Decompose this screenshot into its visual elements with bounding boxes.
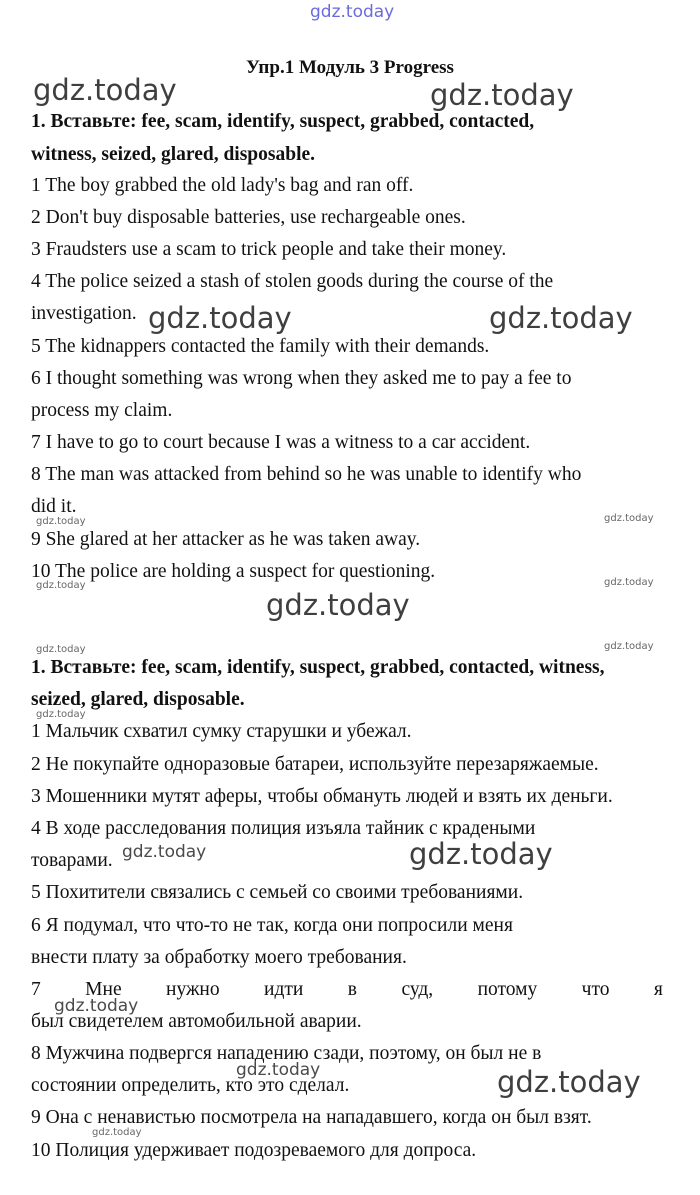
russian-line-10: 10 Полиция удерживает подозреваемого для допроса. — [31, 1140, 477, 1161]
russian-instruction-line-2: seized, glared, disposable. — [31, 689, 245, 710]
english-line-2: 2 Don't buy disposable batteries, use rechargeable ones. — [31, 207, 466, 228]
english-instruction-line-2: witness, seized, glared, disposable. — [31, 144, 316, 165]
russian-line-8-cont: состоянии определить, кто это сделал. — [31, 1075, 350, 1096]
watermark-15: gdz.today — [36, 644, 86, 655]
russian-line-7-word: потому — [477, 979, 538, 1000]
russian-line-7-word: Мне — [85, 979, 122, 1000]
russian-line-3: 3 Мошенники мутят аферы, чтобы обмануть людей и взять их деньги. — [31, 786, 613, 807]
watermark-16: gdz.today — [604, 641, 654, 652]
english-line-5: 5 The kidnappers contacted the family with their demands. — [31, 336, 490, 357]
watermark-18: gdz.today — [92, 1127, 142, 1138]
russian-line-4 — [31, 817, 663, 841]
watermark-14: gdz.today — [604, 577, 654, 588]
watermark-1: gdz.today — [33, 73, 177, 107]
russian-line-7-word: что — [581, 979, 610, 1000]
russian-line-7-word: суд, — [401, 979, 434, 1000]
watermark-4: gdz.today — [489, 301, 633, 335]
russian-line-7-word: я — [653, 979, 663, 1000]
english-line-10: 10 The police are holding a suspect for questioning. — [31, 561, 436, 582]
watermark-7: gdz.today — [497, 1065, 641, 1099]
watermark-17: gdz.today — [36, 709, 86, 720]
watermark-12: gdz.today — [604, 513, 654, 524]
watermark-11: gdz.today — [36, 516, 86, 527]
russian-line-4-cont: товарами. — [31, 850, 113, 871]
watermark-9: gdz.today — [54, 996, 139, 1016]
watermark-13: gdz.today — [36, 580, 86, 591]
russian-instruction-line-1: 1. Вставьте: fee, scam, identify, suspect, grabbed, contacted, witness, — [31, 657, 605, 678]
russian-line-7-word: нужно — [166, 979, 220, 1000]
russian-line-7-word: в — [347, 979, 358, 1000]
watermark-5: gdz.today — [266, 588, 410, 622]
watermark-3: gdz.today — [148, 301, 292, 335]
russian-line-7-cont: был свидетелем автомобильной аварии. — [31, 1011, 362, 1032]
english-line-9: 9 She glared at her attacker as he was taken away. — [31, 529, 421, 550]
english-line-8: 8 The man was attacked from behind so he was unable to identify who — [31, 464, 582, 485]
russian-line-4-text: 4 В ходе расследования полиция изъяла тайник с крадеными — [31, 818, 536, 839]
english-line-4: 4 The police seized a stash of stolen goods during the course of the — [31, 271, 554, 292]
russian-line-1: 1 Мальчик схватил сумку старушки и убежал. — [31, 721, 412, 742]
english-line-8-cont: did it. — [31, 496, 77, 517]
english-line-6: 6 I thought something was wrong when they asked me to pay a fee to — [31, 368, 572, 389]
english-line-4-cont: investigation. — [31, 303, 137, 324]
watermark-6: gdz.today — [409, 837, 553, 871]
english-line-3: 3 Fraudsters use a scam to trick people and take their money. — [31, 239, 507, 260]
english-line-1: 1 The boy grabbed the old lady's bag and ran off. — [31, 175, 414, 196]
watermark-10: gdz.today — [236, 1060, 321, 1080]
english-line-6-cont: process my claim. — [31, 400, 173, 421]
russian-line-5: 5 Похитители связались с семьей со своими требованиями. — [31, 882, 524, 903]
english-instruction-line-1: 1. Вставьте: fee, scam, identify, suspect, grabbed, contacted, — [31, 111, 535, 132]
watermark-top: gdz.today — [310, 2, 395, 22]
russian-line-7-word: 7 — [31, 979, 41, 1000]
russian-line-6-cont: внести плату за обработку моего требования. — [31, 947, 407, 968]
watermark-2: gdz.today — [430, 78, 574, 112]
watermark-8: gdz.today — [122, 842, 207, 862]
english-line-7: 7 I have to go to court because I was a witness to a car accident. — [31, 432, 531, 453]
russian-line-9: 9 Она с ненавистью посмотрела на нападавшего, когда он был взят. — [31, 1107, 592, 1128]
russian-line-6: 6 Я подумал, что что-то не так, когда они попросили меня — [31, 915, 513, 936]
russian-line-2: 2 Не покупайте одноразовые батареи, используйте перезаряжаемые. — [31, 754, 599, 775]
russian-line-7-word: идти — [264, 979, 304, 1000]
russian-line-8: 8 Мужчина подвергся нападению сзади, поэтому, он был не в — [31, 1043, 542, 1064]
page-title: Упр.1 Модуль 3 Progress — [246, 57, 454, 78]
